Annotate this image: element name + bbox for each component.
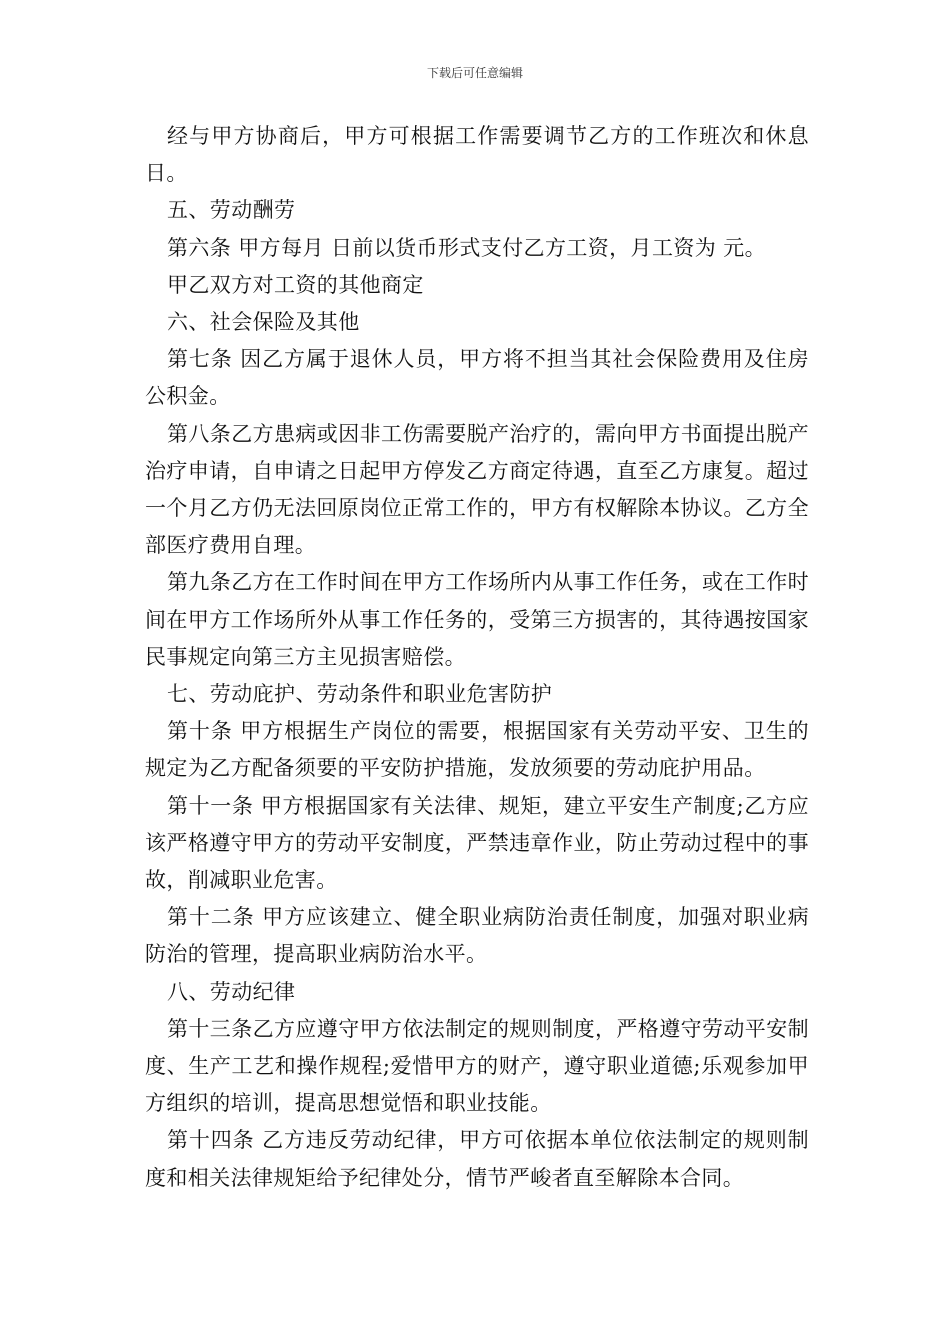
article-7: 第七条 因乙方属于退休人员，甲方将不担当其社会保险费用及住房公积金。 (145, 347, 809, 409)
section-heading-remuneration: 五、劳动酬劳 (167, 198, 296, 223)
section-heading-labor-protection: 七、劳动庇护、劳动条件和职业危害防护 (167, 682, 553, 707)
document-body (145, 118, 809, 1197)
article-13: 第十三条乙方应遵守甲方依法制定的规则制度，严格遵守劳动平安制度、生产工艺和操作规程;爱惜甲方的财产，遵守职业道德;乐观参加甲方组织的培训，提高思想觉悟和职业技能。 (145, 1016, 809, 1116)
paragraph-other-wage-terms: 甲乙双方对工资的其他商定 (167, 272, 424, 297)
article-11: 第十一条 甲方根据国家有关法律、规矩，建立平安生产制度;乙方应该严格遵守甲方的劳动平安制度，严禁违章作业，防止劳动过程中的事故，削减职业危害。 (145, 793, 809, 893)
paragraph-schedule-adjustment: 经与甲方协商后，甲方可根据工作需要调节乙方的工作班次和休息日。 (145, 124, 809, 186)
article-10: 第十条 甲方根据生产岗位的需要，根据国家有关劳动平安、卫生的规定为乙方配备须要的平安防护措施，发放须要的劳动庇护用品。 (145, 719, 809, 781)
article-8: 第八条乙方患病或因非工伤需要脱产治疗的，需向甲方书面提出脱产治疗申请，自申请之日起甲方停发乙方商定待遇，直至乙方康复。超过一个月乙方仍无法回原岗位正常工作的，甲方有权解除本协议。乙方全部医疗费用自理。 (145, 421, 809, 558)
article-6: 第六条 甲方每月 日前以货币形式支付乙方工资，月工资为 元。 (167, 235, 767, 260)
page-header-note: 下载后可任意编辑 (426, 66, 523, 80)
section-heading-social-insurance: 六、社会保险及其他 (167, 310, 360, 335)
section-heading-labor-discipline: 八、劳动纪律 (167, 979, 296, 1004)
article-14: 第十四条 乙方违反劳动纪律，甲方可依据本单位依法制定的规则制度和相关法律规矩给予纪律处分，情节严峻者直至解除本合同。 (145, 1128, 809, 1190)
article-9: 第九条乙方在工作时间在甲方工作场所内从事工作任务，或在工作时间在甲方工作场所外从事工作任务的，受第三方损害的，其待遇按国家民事规定向第三方主见损害赔偿。 (145, 570, 809, 669)
article-12: 第十二条 甲方应该建立、健全职业病防治责任制度，加强对职业病防治的管理，提高职业病防治水平。 (145, 905, 809, 967)
